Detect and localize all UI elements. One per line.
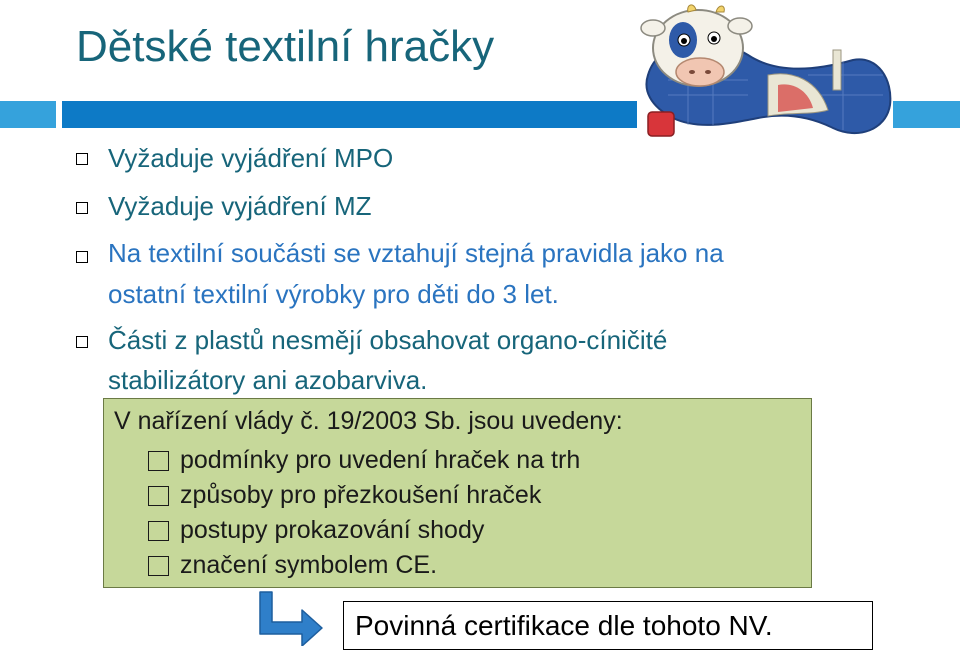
bullet-checkbox-2 <box>76 202 88 214</box>
regulation-item <box>148 548 798 582</box>
regulation-item <box>148 478 798 512</box>
bullet-text-2: Vyžaduje vyjádření MZ <box>108 191 372 221</box>
bullet-checkbox-3 <box>76 251 88 263</box>
bullet-text-3-line-1: Na textilní součásti se vztahují stejná pravidla jako na <box>108 238 724 268</box>
slide-title: Dětské textilní hračky <box>76 22 495 71</box>
toy-cow-pillow-image <box>628 0 898 152</box>
bullet-text-4-line-1: Části z plastů nesmějí obsahovat organo-cíničité <box>108 325 668 355</box>
regulation-item-text: značení symbolem CE. <box>180 551 438 579</box>
bullet-text-3-line-2: ostatní textilní výrobky pro děti do 3 let. <box>108 279 559 309</box>
bullet-text-1: Vyžaduje vyjádření MPO <box>108 143 394 173</box>
bullet-checkbox-1 <box>76 153 88 165</box>
regulation-item-checkbox <box>148 486 169 506</box>
regulation-item-checkbox <box>148 521 169 541</box>
regulation-item-text: podmínky pro uvedení hraček na trh <box>180 446 581 474</box>
conclusion-box <box>343 601 873 650</box>
regulation-item <box>148 443 798 477</box>
bent-arrow-icon <box>256 590 326 646</box>
regulation-item <box>148 513 798 547</box>
header-bar-main <box>62 101 637 128</box>
regulation-item-checkbox <box>148 451 169 471</box>
regulation-item-text: postupy prokazování shody <box>180 516 485 544</box>
conclusion-text: Povinná certifikace dle tohoto NV. <box>355 610 773 641</box>
header-bar-right <box>893 101 960 128</box>
bullet-text-4-line-2: stabilizátory ani azobarviva. <box>108 365 428 395</box>
regulation-title: V nařízení vlády č. 19/2003 Sb. jsou uvedeny: <box>114 407 623 435</box>
regulation-item-checkbox <box>148 556 169 576</box>
regulation-item-text: způsoby pro přezkoušení hraček <box>180 481 542 509</box>
regulation-box <box>103 398 812 588</box>
bullet-checkbox-4 <box>76 336 88 348</box>
header-bar-left <box>0 101 56 128</box>
